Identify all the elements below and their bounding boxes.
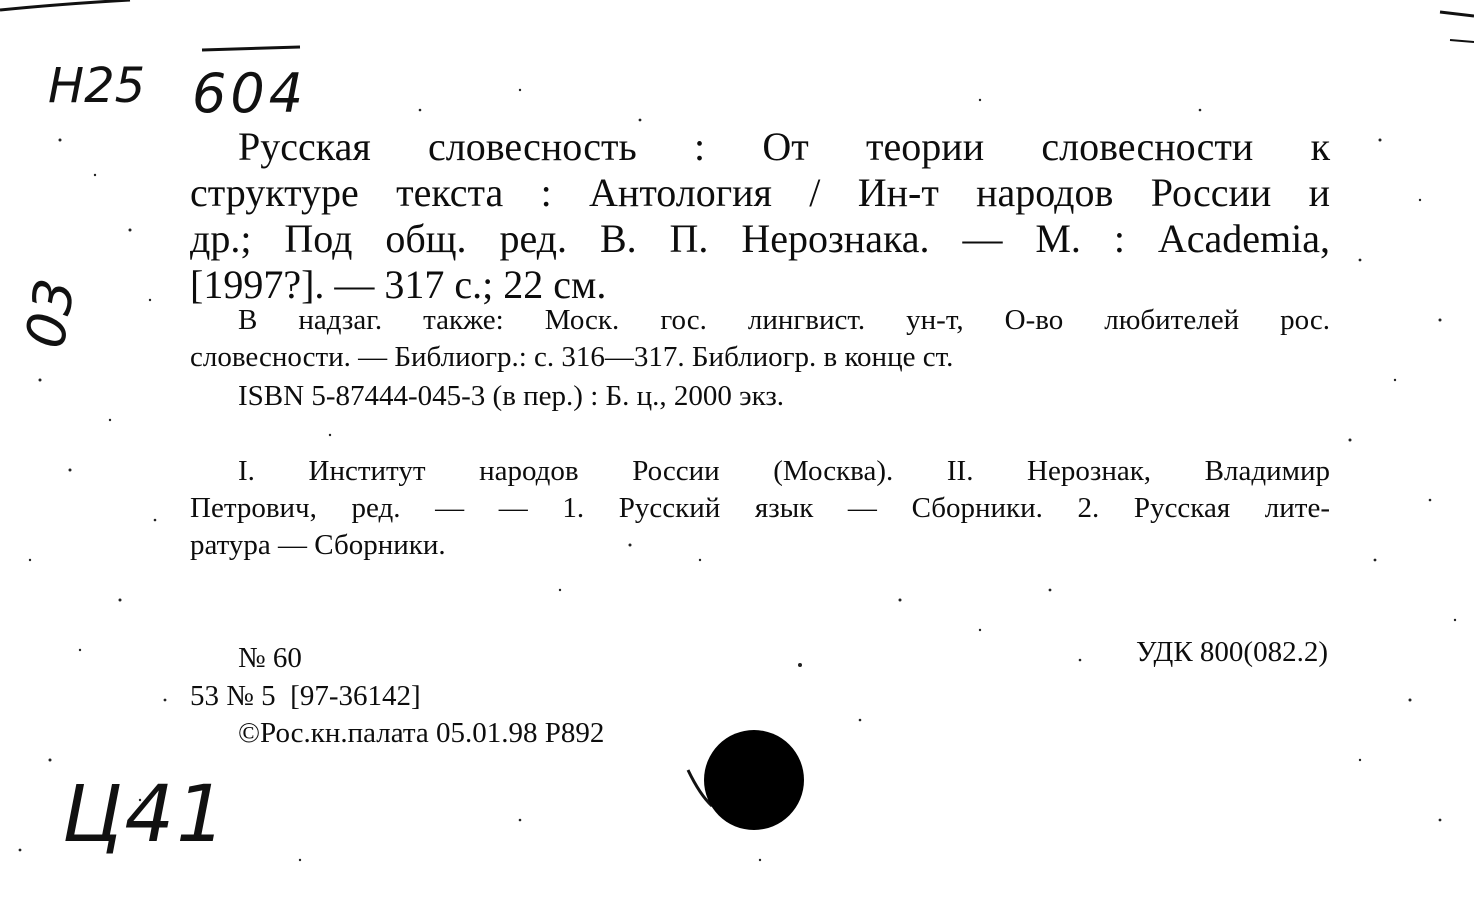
entry-title-line: др.; Под общ. ред. В. П. Нерознака. — М. : Academia, — [190, 216, 1330, 261]
entry-note-line: В надзаг. также: Моск. гос. лингвист. ун-т, О-во любителей рос. — [238, 304, 1330, 336]
entry-tracing-block — [190, 453, 1330, 564]
entry-title-line: Русская словесность : От теории словесности к — [238, 124, 1330, 169]
entry-title-line: структуре текста : Антология / Ин-т народов России и — [190, 170, 1330, 215]
entry-isbn: ISBN 5-87444-045-3 (в пер.) : Б. ц., 2000 экз. — [238, 380, 785, 412]
entry-note-line: словесности. — Библиогр.: с. 316—317. Библиогр. в конце ст. — [190, 341, 954, 373]
handwritten-bottom-mark: Ц41 — [62, 770, 228, 860]
entry-title-block — [190, 124, 1330, 308]
copyright-line: ©Рос.кн.палата 05.01.98 Р892 — [238, 717, 605, 749]
entry-tracing-line: ратура — Сборники. — [190, 529, 446, 561]
handwritten-number: 604 — [192, 62, 308, 125]
punched-hole — [704, 730, 804, 830]
entry-tracing-line: Петрович, ред. — — 1. Русский язык — Сборники. 2. Русская лите- — [190, 492, 1330, 524]
entry-title-line: [1997?]. — 317 с.; 22 см. — [190, 262, 607, 307]
handwritten-side-mark: 03 — [13, 274, 88, 353]
card-number: № 60 — [238, 642, 302, 674]
handwritten-overline — [200, 44, 320, 54]
entry-note-block — [190, 302, 1330, 376]
handwritten-code: Н25 — [48, 58, 146, 114]
registry-line: 53 № 5 [97-36142] — [190, 680, 421, 712]
udk-code: УДК 800(082.2) — [1135, 636, 1328, 668]
entry-tracing-line: I. Институт народов России (Москва). II. Нерознак, Владимир — [238, 455, 1330, 487]
